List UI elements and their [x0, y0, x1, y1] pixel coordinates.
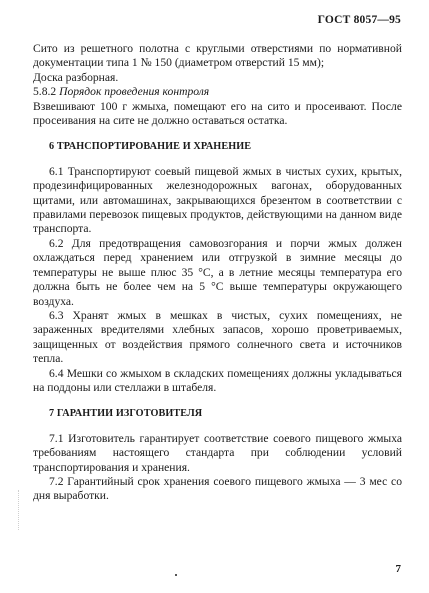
clause-6-3: 6.3 Хранят жмых в мешках в чистых, сухих помещениях, не зараженных вредителями хлебных запасов, хорошо проветриваемых, защищенных от воздействия прямого солнечного света и источников тепла. — [33, 308, 402, 366]
subsection-number: 5.8.2 — [33, 85, 57, 99]
paragraph-sieve: Сито из решетного полотна с круглыми отверстиями по нормативной документации типа 1 № 150 (диаметром отверстий 15 мм); — [33, 42, 402, 70]
subsection-title: Порядок проведения контроля — [59, 85, 210, 99]
scan-margin-marks — [18, 490, 20, 530]
clause-7-1: 7.1 Изготовитель гарантирует соответствие соевого пищевого жмыха требованиям настоящего стандарта при соблюдении условий транспортирования и хранения. — [33, 431, 402, 474]
subsection-5-8-2 — [33, 85, 402, 99]
clause-6-2: 6.2 Для предотвращения самовозгорания и порчи жмых должен охлаждаться перед хранением или отгрузкой в зимние месяцы до температуры не выше плюс 35 °С, а в летние месяцы температура его должна быть не более чем на 5 °С выше температуры окружающего воздуха. — [33, 236, 402, 308]
standard-header: ГОСТ 8057—95 — [317, 14, 401, 26]
section-7-heading: 7 ГАРАНТИИ ИЗГОТОВИТЕЛЯ — [49, 408, 203, 420]
clause-6-1: 6.1 Транспортируют соевый пищевой жмых в чистых сухих, крытых, продезинфицированных железнодорожных вагонах, оборудованных щитами, или автомашинах, закрывающихся брезентом в соответствии с правилами перевозок пищевых продуктов, действующими на данном виде транспорта. — [33, 164, 402, 236]
scan-speck — [175, 574, 177, 576]
section-6-heading: 6 ТРАНСПОРТИРОВАНИЕ И ХРАНЕНИЕ — [49, 141, 252, 153]
page-number: 7 — [395, 563, 401, 575]
paragraph-board: Доска разборная. — [33, 70, 119, 84]
document-body — [33, 42, 402, 504]
clause-7-2: 7.2 Гарантийный срок хранения соевого пищевого жмыха — 3 мес со дня выработки. — [33, 474, 402, 503]
clause-6-4: 6.4 Мешки со жмыхом в складских помещениях должны укладываться на поддоны или стеллажи в штабеля. — [33, 366, 402, 394]
paragraph-weigh: Взвешивают 100 г жмыха, помещают его на сито и просеивают. После просеивания на сите не должно оставаться остатка. — [33, 99, 402, 128]
